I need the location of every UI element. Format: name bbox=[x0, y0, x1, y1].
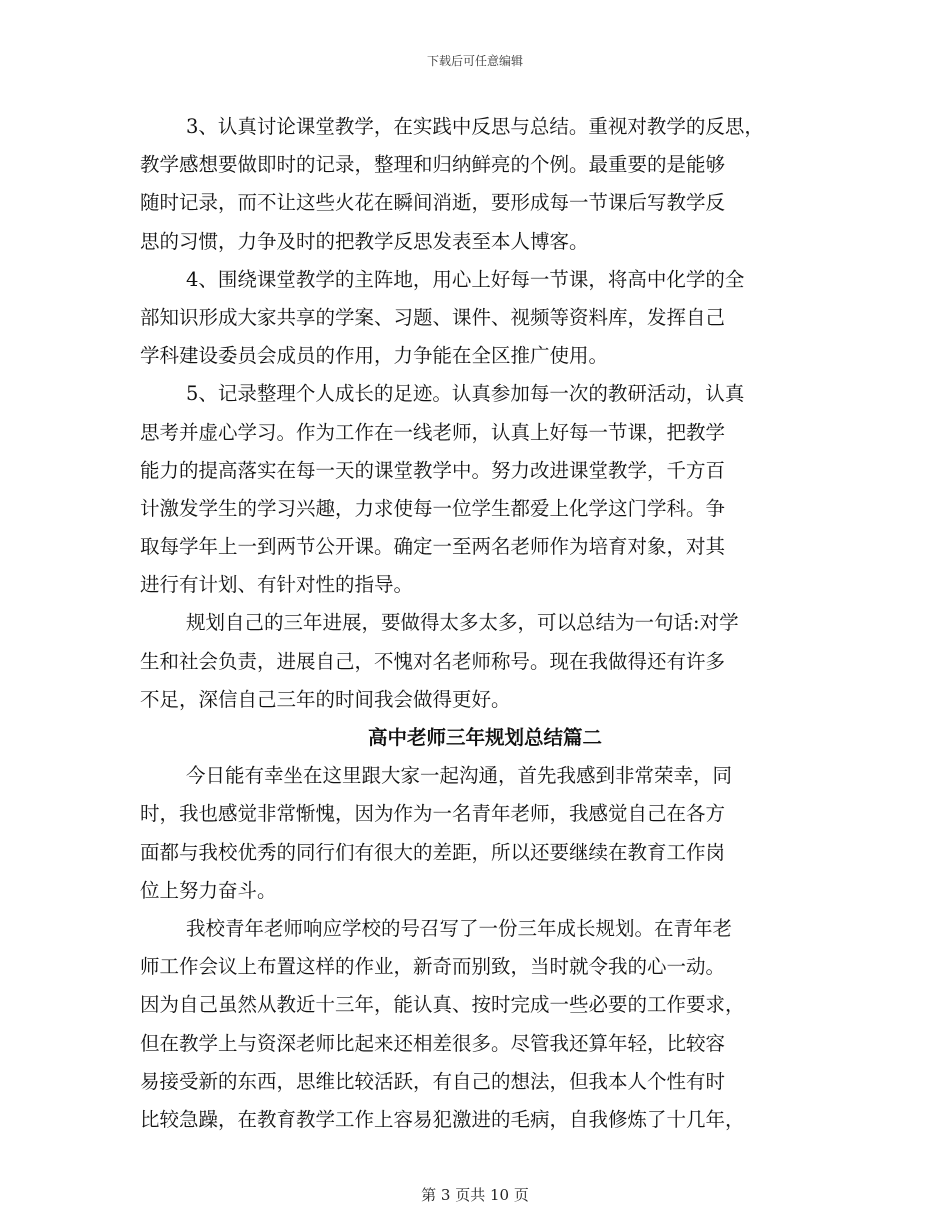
text-line: 因为自己虽然从教近十三年，能认真、按时完成一些必要的工作要求， bbox=[140, 993, 745, 1017]
section-heading: 高中老师三年规划总结篇二 bbox=[367, 726, 602, 749]
text-line: 易接受新的东西，思维比较活跃，有自己的想法，但我本人个性有时 bbox=[140, 1069, 726, 1093]
text-line: 进行有计划、有针对性的指导。 bbox=[140, 573, 414, 597]
text-line: 思的习惯，力争及时的把教学反思发表至本人博客。 bbox=[140, 229, 589, 253]
text-line: 面都与我校优秀的同行们有很大的差距，所以还要继续在教育工作岗 bbox=[140, 840, 726, 864]
text-line: 时，我也感觉非常惭愧，因为作为一名青年老师，我感觉自己在各方 bbox=[140, 802, 726, 826]
text-line: 师工作会议上布置这样的作业，新奇而别致，当时就令我的心一动。 bbox=[140, 955, 726, 979]
text-line: 今日能有幸坐在这里跟大家一起沟通，首先我感到非常荣幸，同 bbox=[186, 764, 733, 788]
page-number: 第 3 页共 10 页 bbox=[421, 1186, 529, 1204]
text-line: 思考并虚心学习。作为工作在一线老师，认真上好每一节课，把教学 bbox=[140, 420, 726, 444]
text-line: 不足，深信自己三年的时间我会做得更好。 bbox=[140, 687, 511, 711]
text-line: 但在教学上与资深老师比起来还相差很多。尽管我还算年轻，比较容 bbox=[140, 1031, 726, 1055]
text-line: 比较急躁，在教育教学工作上容易犯激进的毛病，自我修炼了十几年， bbox=[140, 1107, 745, 1131]
text-line: 取每学年上一到两节公开课。确定一至两名老师作为培育对象，对其 bbox=[140, 535, 726, 559]
text-line: 教学感想要做即时的记录，整理和归纳鲜亮的个例。最重要的是能够 bbox=[140, 153, 726, 177]
page-header: 下载后可任意编辑 bbox=[426, 54, 523, 68]
text-line: 随时记录，而不让这些火花在瞬间消逝，要形成每一节课后写教学反 bbox=[140, 191, 726, 215]
text-line: 部知识形成大家共享的学案、习题、课件、视频等资料库，发挥自己 bbox=[140, 305, 726, 329]
text-line: 4、围绕课堂教学的主阵地，用心上好每一节课，将高中化学的全 bbox=[186, 267, 745, 291]
text-line: 计激发学生的学习兴趣，力求使每一位学生都爱上化学这门学科。争 bbox=[140, 496, 726, 520]
text-line: 规划自己的三年进展，要做得太多太多，可以总结为一句话:对学 bbox=[186, 611, 739, 635]
text-line: 5、记录整理个人成长的足迹。认真参加每一次的教研活动，认真 bbox=[186, 382, 745, 406]
text-line: 学科建设委员会成员的作用，力争能在全区推广使用。 bbox=[140, 344, 609, 368]
text-line: 3、认真讨论课堂教学，在实践中反思与总结。重视对教学的反思， bbox=[186, 115, 764, 138]
text-line: 能力的提高落实在每一天的课堂教学中。努力改进课堂教学，千方百 bbox=[140, 458, 726, 482]
text-line: 位上努力奋斗。 bbox=[140, 878, 277, 902]
text-line: 生和社会负责，进展自己，不愧对名老师称号。现在我做得还有许多 bbox=[140, 649, 726, 673]
document-body bbox=[140, 108, 830, 1139]
text-line: 我校青年老师响应学校的号召写了一份三年成长规划。在青年老 bbox=[186, 916, 733, 940]
